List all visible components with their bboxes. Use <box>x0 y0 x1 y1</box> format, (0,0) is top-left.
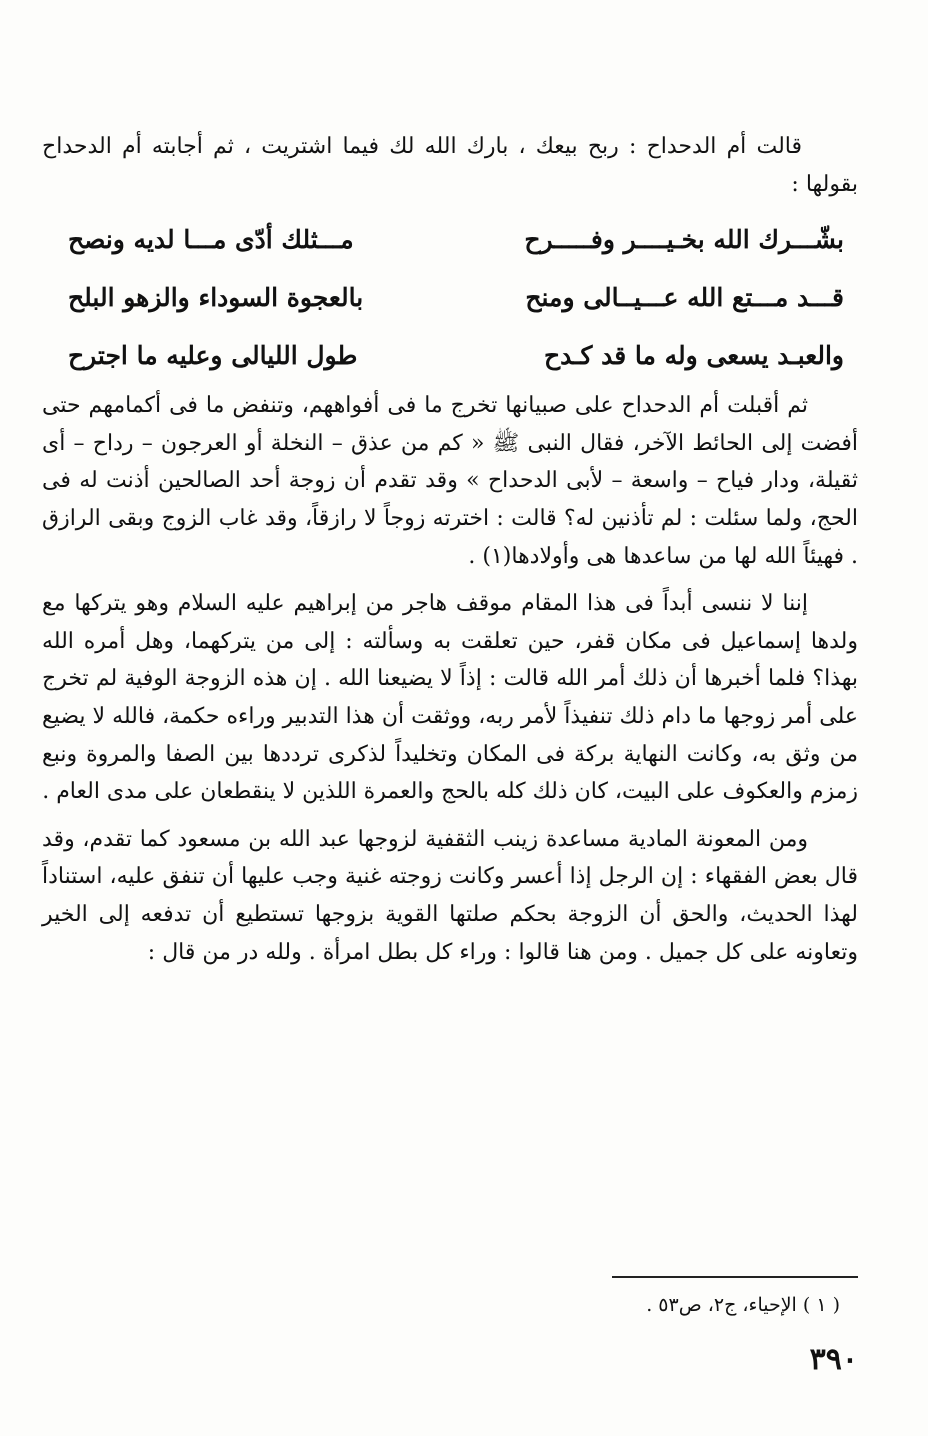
verse-1-first-hemistich: بشّـــرك الله بخـيــــر وفـــــرح <box>524 225 844 255</box>
verse-1-second-hemistich: مـــثلك أدّى مـــا لديه ونصح <box>68 225 354 255</box>
paragraph-2: ثم أقبلت أم الدحداح على صبيانها تخرج ما فى أفواههم، وتنفض ما فى أكمامهم حتى أفضت إلى الحائط الآخر، فقال النبى ﷺ « كم من عذق – النخلة أو العرجون – رداح – أى ثقيلة، ودار فياح – واسعة – لأبى الدحداح » وقد تقدم أن زوجة أحد الصالحين أذنت له فى الحج، ولما سئلت : لم تأذنين له؟ قالت : اخترته زوجاً لا رازقاً، وقد غاب الزوج وبقى الرازق . فهيئاً الله لها من ساعدها هى وأولادها(١) . <box>42 393 858 569</box>
paragraph-4: ومن المعونة المادية مساعدة زينب الثقفية لزوجها عبد الله بن مسعود كما تقدم، وقد قال بعض الفقهاء : إن الرجل إذا أعسر وكانت زوجته غنية وجب عليها أن تنفق عليه، استناداً لهذا الحديث، والحق أن الزوجة بحكم صلتها القوية بزوجها تستطيع أن تدفعه إلى الخير وتعاونه على كل جميل . ومن هنا قالوا : وراء كل بطل امرأة . ولله در من قال : <box>42 826 858 965</box>
page-body <box>42 128 858 971</box>
poem <box>42 211 858 385</box>
footnote-divider <box>612 1276 858 1278</box>
paragraph-gap <box>42 575 858 585</box>
footnote: ( ١ ) الإحياء، ج٢، ص٥٣ . <box>646 1294 840 1316</box>
poem-verse-2 <box>68 269 844 327</box>
paragraph-1: قالت أم الدحداح : ربح بيعك ، بارك الله لك فيما اشتريت ، ثم أجابته أم الدحداح بقولها : <box>42 134 858 197</box>
paragraph-gap <box>42 811 858 821</box>
poem-verse-3 <box>68 327 844 385</box>
verse-3-second-hemistich: طول الليالى وعليه ما اجترح <box>68 341 358 371</box>
verse-2-first-hemistich: قـــد مـــتع الله عـــيــالى ومنح <box>525 283 844 313</box>
paragraph-3: إننا لا ننسى أبداً فى هذا المقام موقف هاجر من إبراهيم عليه السلام وهو يتركها مع ولدها إسماعيل فى مكان قفر، حين تعلقت به وسألته : إلى من يتركهما، وهل أمره الله بهذا؟ فلما أخبرها أن ذلك أمر الله قالت : إذاً لا يضيعنا الله . إن هذه الزوجة الوفية لم تخرج على أمر زوجها ما دام ذلك تنفيذاً لأمر ربه، ووثقت أن هذا التدبير وراءه حكمة، فالله لا يضيع من وثق به، وكانت النهاية بركة فى المكان وتخليداً لذكرى ترددها بين الصفا والمروة ونبع زمزم والعكوف على البيت، كان ذلك كله بالحج والعمرة اللذين لا ينقطعان على مدى العام . <box>42 591 859 805</box>
verse-3-first-hemistich: والعبـد يسعى وله ما قد كـدح <box>543 341 844 371</box>
verse-2-second-hemistich: بالعجوة السوداء والزهو البلح <box>68 283 364 313</box>
poem-verse-1 <box>68 211 844 269</box>
page-number: ٣٩٠ <box>809 1342 858 1377</box>
